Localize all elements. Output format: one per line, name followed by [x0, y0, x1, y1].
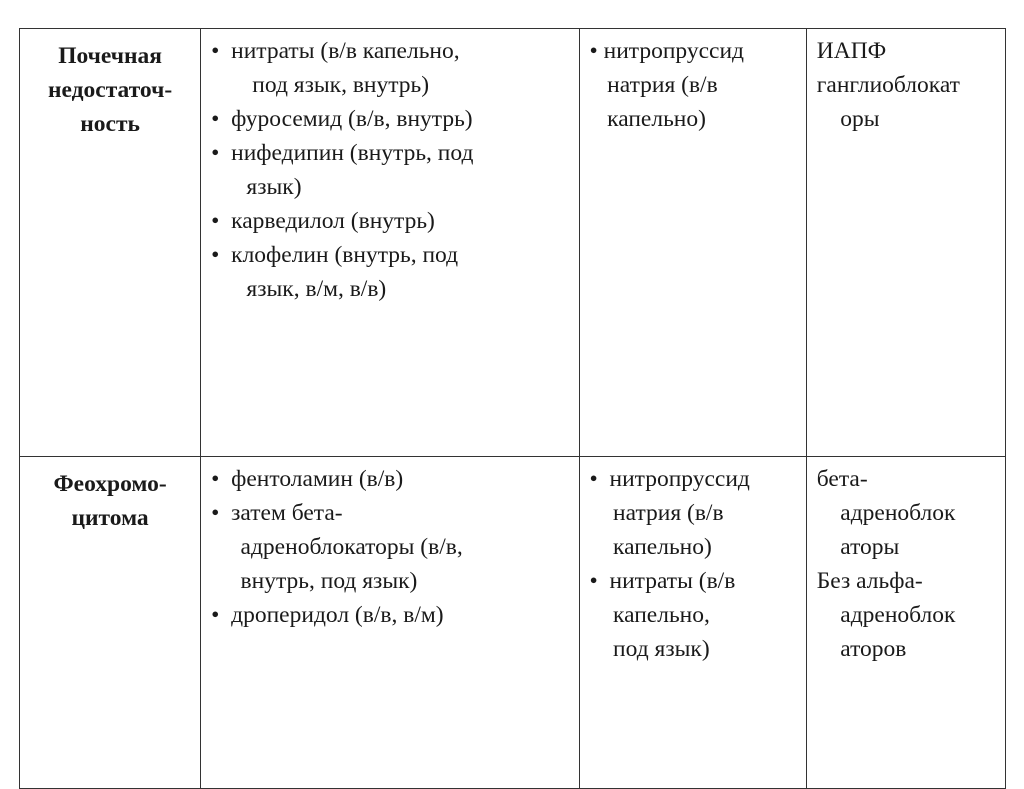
drug-line: аторы: [816, 534, 900, 560]
second-line-drugs-cell: [579, 457, 806, 789]
avoid-drugs-cell: [806, 457, 1005, 789]
drug-line: бета-: [816, 466, 868, 492]
drug-line: • нитраты (в/в капельно,: [211, 38, 460, 64]
drug-line: ИАПФ: [816, 38, 887, 64]
drug-line: адреноблокаторы (в/в,: [211, 534, 463, 560]
drug-line: • клофелин (внутрь, под: [211, 242, 459, 268]
drug-line: натрия (в/в: [589, 500, 724, 526]
drug-line: ганглиоблокат: [816, 72, 960, 98]
condition-cell: [20, 29, 201, 457]
drug-line: натрия (в/в: [589, 72, 718, 98]
condition-line: цитома: [71, 505, 149, 531]
condition-line: ность: [80, 111, 140, 137]
drug-line: оры: [816, 106, 880, 132]
drug-line: • фуросемид (в/в, внутрь): [211, 106, 473, 132]
drug-line: капельно): [589, 106, 706, 132]
drug-line: капельно,: [589, 602, 710, 628]
drug-line: • нитраты (в/в: [589, 568, 736, 594]
drug-line: адреноблок: [816, 602, 956, 628]
condition-cell: [20, 457, 201, 789]
drug-line: • затем бета-: [211, 500, 343, 526]
treatment-table: [19, 28, 1006, 789]
drug-line: • нифедипин (внутрь, под: [211, 140, 474, 166]
drug-line: язык): [211, 174, 302, 200]
first-line-drugs-cell: [201, 29, 579, 457]
drug-line: под язык, внутрь): [211, 72, 430, 98]
drug-line: под язык): [589, 636, 710, 662]
drug-line: • фентоламин (в/в): [211, 466, 404, 492]
drug-line: капельно): [589, 534, 712, 560]
first-line-drugs-cell: [201, 457, 579, 789]
condition-line: недостаточ-: [48, 77, 173, 103]
avoid-drugs-cell: [806, 29, 1005, 457]
second-line-drugs-cell: [579, 29, 806, 457]
table-row: [20, 457, 1006, 789]
drug-line: • дроперидол (в/в, в/м): [211, 602, 444, 628]
condition-line: Феохромо-: [53, 471, 167, 497]
drug-line: • нитропруссид: [589, 466, 750, 492]
drug-line: адреноблок: [816, 500, 956, 526]
drug-line: • нитропруссид: [589, 38, 745, 64]
drug-line: язык, в/м, в/в): [211, 276, 387, 302]
table-row: [20, 29, 1006, 457]
condition-line: Почечная: [58, 43, 162, 69]
drug-line: аторов: [816, 636, 907, 662]
drug-line: Без альфа-: [816, 568, 923, 594]
drug-line: внутрь, под язык): [211, 568, 418, 594]
drug-line: • карведилол (внутрь): [211, 208, 435, 234]
